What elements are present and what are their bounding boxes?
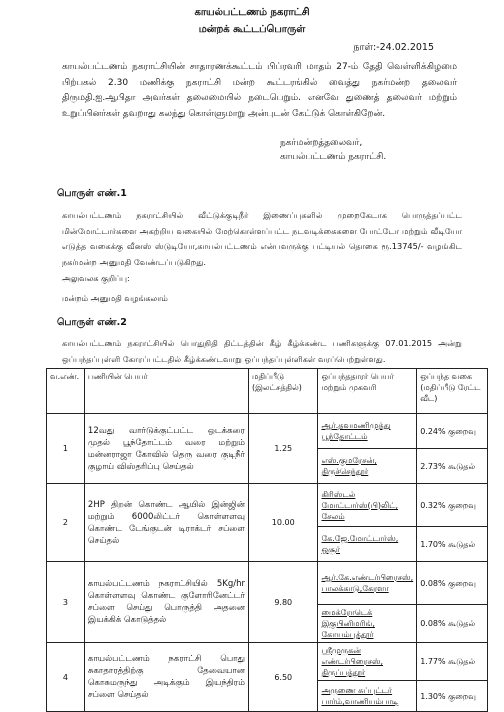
bid-contractor: ஸ்ரீமுருகன் எண்டர்பிரைசஸ், திருப்பத்தூர் bbox=[318, 643, 417, 681]
row-estimate: 1.25 bbox=[249, 414, 318, 484]
header-work: பணியின் பெயர் bbox=[84, 369, 248, 414]
header-estimate: மதிப்பீடு (இலட்சத்தில்) bbox=[249, 369, 318, 414]
item1-note-label: அலுவலக குறிப்பு: bbox=[62, 274, 130, 283]
table-header-row bbox=[47, 369, 488, 414]
bid-rate: 0.24% குறைவு bbox=[417, 414, 488, 449]
table-row bbox=[47, 414, 488, 449]
bid-contractor: ஆர்.தவமணிமுத்து பூந்தோட்டம் bbox=[318, 414, 417, 449]
item1-note-value: மன்றம் அனுமதி வழங்கலாம் bbox=[62, 294, 168, 303]
row-work: 12வது வார்டுக்குட்பட்ட ஒடக்கரை முதல் பூந்தோட்டம் வரை மற்றும் மன்னராஜா கோவில் தெரு வரை குடிநீர் குழாய் விஸ்தரிப்பு செய்தல் bbox=[84, 414, 248, 484]
bid-rate: 0.32% குறைவு bbox=[417, 484, 488, 527]
bid-rate: 2.73% கூடுதல் bbox=[417, 449, 488, 484]
bid-rate: 0.08% கூடுதல் bbox=[417, 605, 488, 643]
row-no: 3 bbox=[47, 562, 85, 643]
intro-paragraph: காயல்பட்டணம் நகராட்சியின் சாதாரணக்கூட்டம் பிப்ரவரி மாதம் 27-ம் தேதி வெள்ளிக்கிழமை பிற்பகல் 2.30 மணிக்கு நகராட்சி மன்ற கூட்டரங்கில் வைத்து நகர்மன்ற தலைவர் திருமதி.ஐ.ஆபிதா அவர்கள் தலைமையில் நடைபெறும். எனவே துணைத் தலைவர் மற்றும் உறுப்பினர்கள் தவறாது கலந்து கொள்ளுமாறு அன்புடன் கேட்டுக் கொள்கிறேன். bbox=[62, 62, 457, 119]
table-row bbox=[47, 643, 488, 681]
date: நாள்:-24.02.2015 bbox=[353, 42, 434, 53]
row-work: காயல்பட்டணம் நகராட்சி பொது சுகாதாரத்திற்கு தேவையான கொசுமருந்து அடிக்கும் இயந்திரம் சப்ளை செய்தல் bbox=[84, 643, 248, 712]
item2-text: காயல்பட்டணம் நகராட்சியில் பொதுநிதி திட்டத்தின் கீழ் கீழ்க்கண்ட பணிகளுக்கு 07.01.2015 அன்று ஒப்பந்தப்புள்ளி கோரப்பட்டதில் கீழ்க்கண்டவாறு ஒப்பந்தப்புள்ளிகள் வரப்பெற்றுள்ளது. bbox=[62, 338, 462, 364]
row-no: 2 bbox=[47, 484, 85, 562]
bid-contractor: மைக்ரோடெக் இகுபினிமரிங், கோயம்புத்தூர் bbox=[318, 605, 417, 643]
table-row bbox=[47, 484, 488, 527]
row-estimate: 6.50 bbox=[249, 643, 318, 712]
header-rate: ஒப்பந்த வகை (மதிப்பீடு ரேட்ட வீட) bbox=[417, 369, 488, 414]
bid-contractor: கே.ஜே.மோட்டார்ஸ், ஒசூர் bbox=[318, 527, 417, 562]
bid-contractor: அருணை சுப்புட்டர் பார்ம்,வாணியம்பாடி bbox=[318, 681, 417, 712]
item1-heading: பொருள் எண்.1 bbox=[57, 188, 127, 199]
table-row bbox=[47, 562, 488, 605]
item1-text: காயல்பட்டணம் நகராட்சியில் வீட்டுக்குடிநீர் இணைப்புகளில் முறைகேடாக பொருத்தப்பட்ட மின்மோட்டார்களை அகற்றிய வகையில் மேற்கொள்ளப்பட்ட நடவடிக்கைகளை போட்டோ மற்றும் வீடியோ எடுத்த வகைக்கு வீனஸ் ஸ்டுடியோ,காயல்பட்டணம் என்பவருக்கு பட்டியல் தொகை ரூ.13745/- வழங்கிட நகர்மன்ற அனுமதி வேண்டப்படுகிறது. bbox=[62, 210, 462, 267]
bid-contractor: ஆர்.கே.எண்டர்பிரைசஸ், பாலக்காடு,கேரளா bbox=[318, 562, 417, 605]
item2-heading: பொருள் எண்.2 bbox=[57, 317, 127, 328]
row-no: 4 bbox=[47, 643, 85, 712]
row-estimate: 9.80 bbox=[249, 562, 318, 643]
signature-line-2: காயல்பட்டணம் நகராட்சி. bbox=[280, 152, 387, 162]
header-no: வ.எண். bbox=[47, 369, 85, 414]
bid-rate: 0.08% குறைவு bbox=[417, 562, 488, 605]
signature bbox=[280, 136, 386, 164]
bid-rate: 1.77% கூடுதல் bbox=[417, 643, 488, 681]
row-estimate: 10.00 bbox=[249, 484, 318, 562]
row-work: 2HP திறன் கொண்ட ஆயில் இன்ஜின் மற்றும் 6000லிட்டர் கொள்ளளவு கொண்ட டேங்குடன் டிராக்டர் சப்ளை செய்தல் bbox=[84, 484, 248, 562]
org-title: காயல்பட்டணம் நகராட்சி bbox=[194, 7, 310, 18]
tender-table bbox=[46, 368, 488, 712]
bid-contractor: கிரிஸ்டல் மோட்டார்ஸ்(பி)லிட், சேலம் bbox=[318, 484, 417, 527]
row-no: 1 bbox=[47, 414, 85, 484]
doc-title: மன்றக் கூட்டப்பொருள் bbox=[198, 24, 306, 35]
bid-rate: 1.30% குறைவு bbox=[417, 681, 488, 712]
bid-rate: 1.70% கூடுதல் bbox=[417, 527, 488, 562]
bid-contractor: எஸ்.குமரேசன், திருச்செந்தூர் bbox=[318, 449, 417, 484]
header-contractor: ஒப்பந்ததாரர் பெயர் மற்றும் முகவரி bbox=[318, 369, 417, 414]
row-work: காயல்பட்டணம் நகராட்சியில் 5Kg/hr கொள்ளளவு கொண்ட குளோரினேட்டர் சப்ளை செய்து பொருத்தி அதனை இயக்கிக் கொடுத்தல் bbox=[84, 562, 248, 643]
signature-line-1: நகர்மன்றத்தலைவர், bbox=[280, 138, 363, 148]
